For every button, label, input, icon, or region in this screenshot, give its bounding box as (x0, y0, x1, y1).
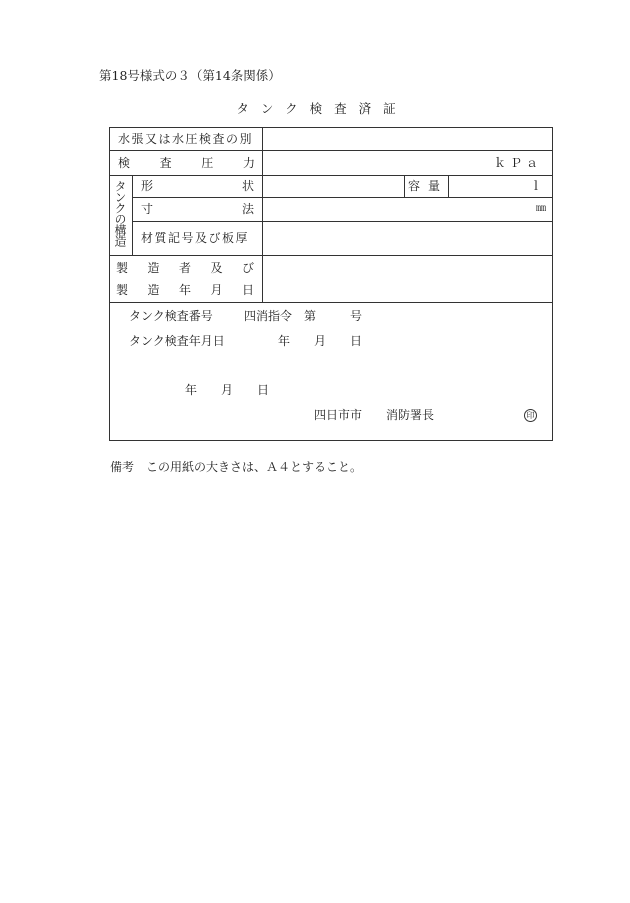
inspection-date-label: タンク検査年月日 (129, 334, 225, 348)
dimension-unit: ㎜ (536, 203, 546, 214)
material-label: 材質記号及び板厚 (141, 231, 250, 245)
column-divider (262, 128, 263, 302)
form-number: 第18号様式の３（第14条関係） (99, 68, 281, 83)
capacity-char: 容 (408, 179, 421, 193)
water-test-label: 水張又は水圧検査の別 (118, 132, 254, 146)
document-title: タンク検査済証 (236, 101, 408, 116)
row-divider (132, 221, 552, 222)
row-divider (132, 197, 552, 198)
capacity-unit: ｌ (529, 179, 542, 193)
row-divider (110, 302, 552, 303)
row-divider (110, 175, 552, 176)
maker-char: 者 (178, 261, 191, 275)
inspection-date-value: 年 月 日 (278, 334, 363, 348)
shape-char: 形 (141, 179, 154, 193)
issuer: 四日市市 消防署長 (314, 408, 435, 422)
row-divider (110, 150, 552, 151)
dimension-char: 法 (241, 202, 254, 216)
row-divider (110, 255, 552, 256)
maker-char: 及 (210, 261, 223, 275)
manufacture-date-label (116, 284, 254, 296)
pressure-char: 力 (242, 156, 255, 170)
date-char: 製 (116, 283, 129, 297)
shape-label (141, 180, 254, 192)
pressure-char: 検 (118, 156, 131, 170)
pressure-char: 圧 (201, 156, 214, 170)
inspection-table (109, 127, 553, 441)
date-char: 年 (178, 283, 191, 297)
capacity-char: 量 (427, 179, 440, 193)
seal-icon (524, 408, 537, 422)
maker-char: 造 (147, 261, 160, 275)
maker-char: 製 (116, 261, 129, 275)
dimension-char: 寸 (141, 202, 154, 216)
seal-mark: 印 (524, 409, 537, 422)
inspection-number-label: タンク検査番号 (129, 309, 213, 323)
dimension-label (141, 203, 254, 215)
date-char: 造 (147, 283, 160, 297)
issue-date: 年 月 日 (185, 383, 270, 397)
date-char: 日 (241, 283, 254, 297)
remarks-note: 備考 この用紙の大きさは、Ａ４とすること。 (110, 460, 363, 474)
pressure-char: 査 (159, 156, 172, 170)
inspection-number-suffix: 号 (350, 309, 363, 323)
date-char: 月 (210, 283, 223, 297)
structure-group-label: タンクの構造 (113, 180, 127, 246)
inspection-number-prefix: 四消指令 第 (244, 309, 317, 323)
capacity-label (408, 180, 440, 192)
column-divider (448, 175, 449, 197)
pressure-label (118, 157, 255, 169)
shape-char: 状 (241, 179, 254, 193)
maker-char: び (241, 261, 254, 275)
column-divider (404, 175, 405, 197)
maker-label (116, 262, 254, 274)
pressure-unit: ｋＰａ (493, 156, 542, 170)
column-divider (132, 175, 133, 255)
